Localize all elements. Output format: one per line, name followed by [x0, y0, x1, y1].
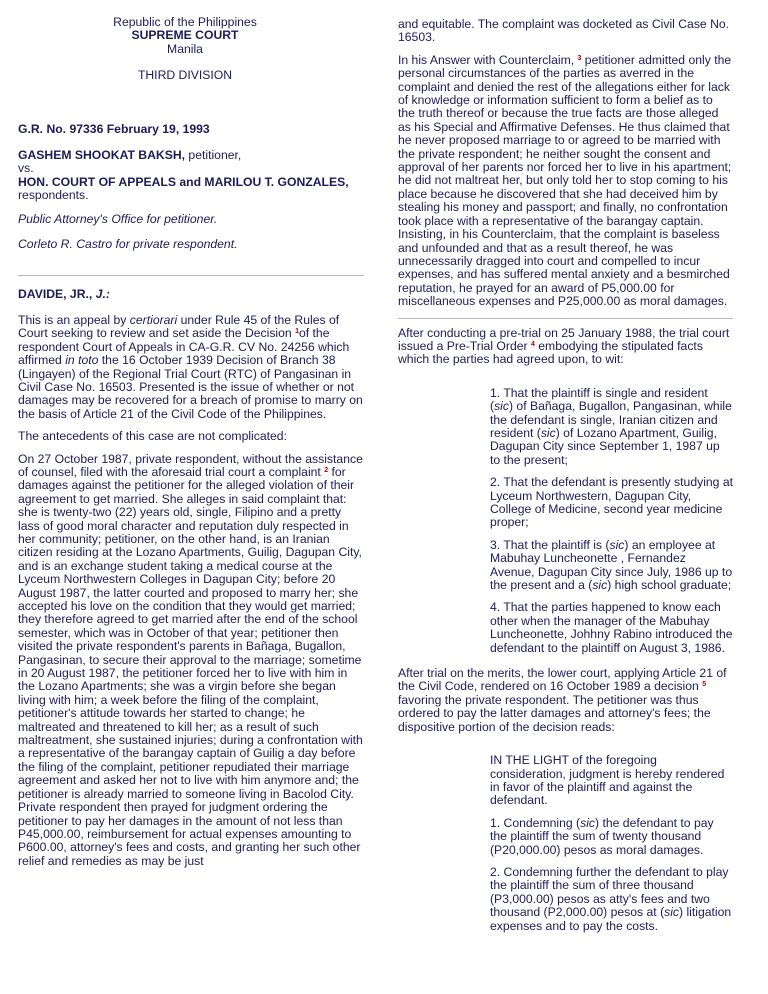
fact-1-text-b: ) of Bañaga, Bugallon, Pangasinan, while the defendant is single, Iranian citizen and resident ( — [490, 399, 732, 440]
p1-text-d: of the respondent Court of Appeals in CA-G.R. CV No. 24256 which affirmed — [18, 326, 350, 368]
counsel-respondent: Corleto R. Castro for private respondent. — [18, 237, 238, 252]
stipulated-facts — [398, 387, 733, 655]
p1-text-a: This is an appeal by — [18, 312, 130, 327]
footnote-3-link[interactable]: 3 — [577, 54, 582, 62]
item-2-sic: sic — [664, 905, 680, 920]
p1-in-toto: in toto — [65, 353, 99, 368]
footnote-1-link[interactable]: 1 — [295, 328, 299, 336]
fact-3 — [490, 539, 733, 593]
fact-3-text-a: 3. That the plaintiff is ( — [490, 537, 610, 552]
p5-text-a: After conducting a pre-trial on 25 January 1988, the trial court issued a Pre-Trial Order — [398, 325, 730, 353]
fact-3-text-c: ) high school graduate; — [607, 578, 732, 593]
p4-text-b: petitioner admitted only the personal circumstances of the parties as averred in the complaint and denied the rest of the allegations either for lack of knowledge or information sufficient to form a belief as to the truth thereof or because the true facts are those alleged as his Special and Affirmative Defenses. He thus claimed that he never proposed marriage to or agreed to be married with the private respondent; he neither sought the consent and approval of her parents nor forced her to live in his apartment; he did not maltreat her, but only told her to stop coming to his place because he discovered that she had deceived him by stealing his money and passport; and finally, no confrontation took place with a representative of the barangay captain. Insisting, in his Counterclaim, that the complaint is baseless and unfounded and that as a result thereof, he was unnecessarily dragged into court and compelled to incur expenses, and has suffered mental anxiety and a besmirched reputation, he prayed for an award of P5,000.00 for miscellaneous expenses and P25,000.00 as moral damages. — [398, 52, 732, 309]
paragraph-3-continued: and equitable. The complaint was docketed as Civil Case No. 16503. — [398, 17, 730, 45]
footnote-2-link[interactable]: 2 — [324, 466, 329, 474]
author-name: DAVIDE, JR., — [18, 287, 93, 302]
p3-text-a: On 27 October 1987, private respondent, without the assistance of counsel, filed with the aforesaid trial court a complaint — [18, 451, 363, 479]
fact-3-text-b: ) an employee at Mabuhay Luncheonette , Fernandez Avenue, Dagupan City since July, 1986 up to the present and a ( — [490, 537, 733, 593]
dispositive-item-1 — [490, 817, 733, 857]
divider — [18, 275, 364, 276]
petitioner-role: petitioner, — [185, 148, 242, 163]
left-column — [18, 0, 364, 868]
fact-1-sic-2: sic — [540, 425, 556, 440]
item-2-text-a: 2. Condemning further the defendant to play the plaintiff the sum of three thousand (P3,000.00) pesos as atty's fees and two thousand (P2,000.00) pesos at ( — [490, 864, 729, 920]
court-header — [18, 16, 364, 83]
item-1-text-b: ) the defendant to pay the plaintiff the sum of twenty thousand (P20,000.00) pesos as moral damages. — [490, 815, 714, 857]
fact-3-sic-1: sic — [609, 537, 625, 552]
paragraph-3 — [18, 453, 364, 869]
p6-text-b: favoring the private respondent. The petitioner was thus ordered to pay the latter damages and attorney's fees; the dispositive portion of the decision reads: — [398, 692, 711, 734]
dispositive-item-2 — [490, 866, 733, 933]
paragraph-2: The antecedents of this case are not complicated: — [18, 429, 287, 444]
p1-text-c: under Rule 45 of the Rules of Court seeking to review and set aside the Decision — [18, 312, 340, 341]
respondent-role: respondents. — [18, 188, 89, 203]
p1-certiorari: certiorari — [129, 312, 178, 327]
p6-text-a: After trial on the merits, the lower court, applying Article 21 of the Civil Code, rendered on 16 October 1989 a decision — [398, 666, 727, 694]
fact-2: 2. That the defendant is presently studying at Lyceum Northwestern, Dagupan City, College of Medicine, second year medicine proper; — [490, 475, 734, 530]
fact-1-text-a: 1. That the plaintiff is single and resident ( — [490, 385, 708, 414]
paragraph-4 — [398, 54, 733, 309]
respondent-name: HON. COURT OF APPEALS and MARILOU T. GONZALES, — [18, 174, 349, 189]
fact-3-sic-2: sic — [592, 578, 608, 593]
header-city: Manila — [167, 41, 203, 56]
paragraph-6 — [398, 667, 733, 734]
item-1-text-a: 1. Condemning ( — [490, 815, 581, 830]
item-1-sic: sic — [580, 815, 596, 830]
item-2-text-b: ) litigation expenses and to pay the costs. — [490, 905, 732, 933]
p4-text-a: In his Answer with Counterclaim, — [398, 52, 578, 67]
dispositive-portion — [398, 754, 733, 933]
right-column — [398, 18, 733, 933]
gr-number: G.R. No. 97336 February 19, 1993 — [18, 121, 210, 136]
case-parties — [18, 149, 364, 203]
p3-text-b: for damages against the petitioner for the alleged violation of their agreement to get married. She alleges in said complaint that: she is twenty-two (22) years old, single, Filipino and a pretty lass of good moral character and reputation duly respected in her community; petitioner, on the other hand, is an Iranian citizen residing at the Lozano Apartments, Guilig, Dagupan City, and is an exchange student taking a medical course at the Lyceum Northwestern Colleges in Dagupan City; before 20 August 1987, the latter courted and proposed to marry her; she accepted his love on the condition that they would get married; they therefore agreed to get married after the end of the school semester, which was in October of that year; petitioner then visited the private respondent's parents in Bañaga, Bugallon, Pangasinan, to secure their approval to the marriage; sometime in 20 August 1987, the petitioner forced her to live with him in the Lozano Apartments; she was a virgin before she began living with him; a week before the filing of the complaint, petitioner's attitude towards her started to change; he maltreated and threatened to kill her; as a result of such maltreatment, she sustained injuries; during a confrontation with a representative of the barangay captain of Guilig a day before the filing of the complaint, petitioner repudiated their marriage agreement and asked her not to live with him anymore and; the petitioner is already married to someone living in Bacolod City. Private respondent then prayed for judgment ordering the petitioner to pay her damages in the amount of not less than P45,000.00, reimbursement for actual expenses amounting to P600.00, attorney's fees and costs, and granting her such other relief and remedies as may be just — [18, 464, 363, 868]
paragraph-5 — [398, 327, 733, 367]
fact-4: 4. That the parties happened to know each other when the manager of the Mabuhay Luncheonette, Johhny Rabino introduced the defendant to the plaintiff on August 3, 1986. — [490, 600, 733, 655]
petitioner-name: GASHEM SHOOKAT BAKSH, — [18, 148, 186, 163]
footnote-4-link[interactable]: 4 — [530, 340, 535, 348]
fact-1-text-c: ) of Lozano Apartment, Guilig, Dagupan City since September 1, 1987 up to the present; — [490, 425, 720, 467]
petitioner-line — [18, 149, 364, 162]
vs-label: vs. — [18, 161, 34, 176]
divider — [398, 318, 733, 319]
fact-1-sic-1: sic — [494, 399, 509, 414]
header-republic: Republic of the Philippines — [113, 15, 257, 29]
paragraph-1 — [18, 314, 364, 421]
header-court: SUPREME COURT — [131, 28, 239, 43]
counsel-petitioner: Public Attorney's Office for petitioner. — [18, 211, 218, 226]
header-division: THIRD DIVISION — [137, 68, 233, 83]
p1-text-f: the 16 October 1939 Decision of Branch 38 (Lingayen) of the Regional Trial Court (RTC) of Pangasinan in Civil Case No. 16503. Presented is the issue of whether or not damages may be recovered for a breach of promise to marry on the basis of Article 21 of the Civil Code of the Philippines. — [18, 353, 363, 421]
p5-text-b: embodying the stipulated facts which the parties had agreed upon, to wit: — [398, 338, 703, 367]
dispositive-intro: IN THE LIGHT of the foregoing consideration, judgment is hereby rendered in favor of the plaintiff and against the defendant. — [490, 753, 725, 808]
opinion-author — [18, 288, 364, 301]
author-suffix: J.: — [92, 287, 110, 302]
respondent-line — [18, 176, 364, 203]
fact-1 — [490, 387, 733, 467]
footnote-5-link[interactable]: 5 — [702, 681, 707, 689]
